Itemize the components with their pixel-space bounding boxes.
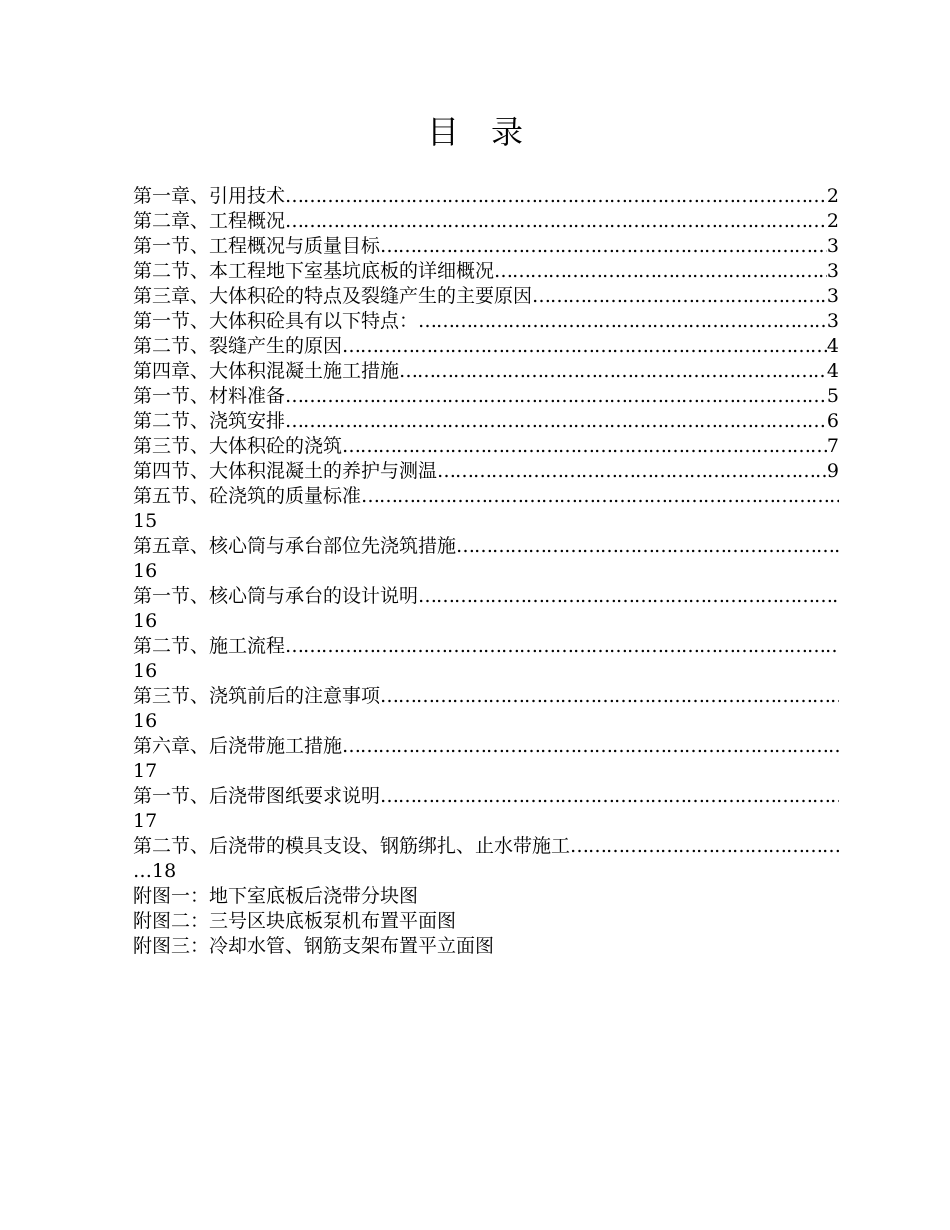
- appendix-item[interactable]: 附图二：三号区块底板泵机布置平面图: [133, 910, 457, 932]
- toc-entry-line: [133, 834, 839, 859]
- toc-entry[interactable]: [133, 284, 839, 309]
- toc-entry-line: [133, 784, 839, 809]
- appendix-item[interactable]: 附图一：地下室底板后浇带分块图: [133, 885, 419, 907]
- toc-entry-line: [133, 584, 839, 609]
- toc-entry-page: 4: [826, 335, 839, 357]
- toc-entry[interactable]: [133, 259, 839, 284]
- toc-entry[interactable]: [133, 184, 839, 209]
- toc-entry-label: 第一节、材料准备: [133, 385, 286, 407]
- toc-entry-line: [133, 484, 839, 509]
- toc-leader-dots: [532, 284, 827, 309]
- toc-entry-label: 第一节、大体积砼具有以下特点：: [133, 310, 419, 332]
- toc-entry-line: [133, 534, 839, 559]
- toc-entry-label: 第二章、工程概况: [133, 210, 286, 232]
- toc-entry-page: 9: [826, 460, 839, 482]
- title-char-2: 录: [491, 113, 524, 151]
- toc-entry[interactable]: [133, 634, 839, 684]
- toc-leader-dots: [285, 209, 827, 234]
- toc-entry[interactable]: [133, 234, 839, 259]
- toc-entry-line: [133, 684, 839, 709]
- toc-entry-label: 第一节、后浇带图纸要求说明: [133, 785, 381, 807]
- toc-entry-page: 2: [826, 185, 839, 207]
- toc-entry-label: 第四节、大体积混凝土的养护与测温: [133, 460, 438, 482]
- toc-entry-label: 第二节、后浇带的模具支设、钢筋绑扎、止水带施工: [133, 835, 571, 857]
- toc-leader-dots: [494, 259, 827, 284]
- toc-entry-page: 3: [826, 235, 839, 257]
- toc-leader-dots: [342, 734, 839, 759]
- toc-entry-label: 第二节、本工程地下室基坑底板的详细概况: [133, 260, 495, 282]
- toc-entry-label: 第三章、大体积砼的特点及裂缝产生的主要原因: [133, 285, 533, 307]
- toc-leader-dots: [285, 184, 827, 209]
- toc-entry-page: 17: [133, 810, 158, 832]
- toc-entry[interactable]: [133, 434, 839, 459]
- toc-entry[interactable]: [133, 309, 839, 334]
- toc-entry-label: 第五节、砼浇筑的质量标准: [133, 485, 362, 507]
- toc-leader-dots: [380, 684, 839, 709]
- toc-leader-dots: [361, 484, 839, 509]
- toc-entry-page: 3: [826, 310, 839, 332]
- toc-entry[interactable]: [133, 834, 839, 884]
- toc-entry-page: 4: [826, 360, 839, 382]
- toc-leader-dots: [418, 309, 827, 334]
- toc-entry[interactable]: [133, 584, 839, 634]
- toc-entry[interactable]: [133, 334, 839, 359]
- toc-entry-line: [133, 634, 839, 659]
- toc-entry[interactable]: [133, 684, 839, 734]
- toc-entry[interactable]: [133, 734, 839, 784]
- toc-entry-page: 6: [826, 410, 839, 432]
- toc-entry-label: 第一节、工程概况与质量目标: [133, 235, 381, 257]
- toc-entry-page: 16: [133, 660, 158, 682]
- toc-entry-page: 7: [826, 435, 839, 457]
- toc-entry[interactable]: [133, 784, 839, 834]
- title-char-1: 目: [426, 113, 459, 151]
- toc-entry[interactable]: [133, 459, 839, 484]
- page-title: [0, 110, 950, 154]
- toc-entry-page: 16: [133, 610, 158, 632]
- toc-leader-dots: [285, 409, 827, 434]
- toc-entry-label: 第二节、裂缝产生的原因: [133, 335, 343, 357]
- toc-entry-page: 16: [133, 560, 158, 582]
- toc-entry[interactable]: [133, 359, 839, 384]
- toc-leader-dots: [342, 334, 827, 359]
- toc-entry-label: 第二节、施工流程: [133, 635, 286, 657]
- toc-entry[interactable]: [133, 384, 839, 409]
- toc-leader-dots: [342, 434, 827, 459]
- table-of-contents: [133, 184, 839, 959]
- toc-entry-label: 第二节、浇筑安排: [133, 410, 286, 432]
- appendix-item[interactable]: 附图三：冷却水管、钢筋支架布置平立面图: [133, 935, 495, 957]
- toc-entry-line: [133, 734, 839, 759]
- toc-leader-dots: [399, 359, 827, 384]
- toc-entry-label: 第一章、引用技术: [133, 185, 286, 207]
- toc-leader-dots: [418, 584, 839, 609]
- toc-entry[interactable]: [133, 409, 839, 434]
- toc-entry-label: 第四章、大体积混凝土施工措施: [133, 360, 400, 382]
- toc-entry[interactable]: [133, 534, 839, 584]
- toc-leader-dots: [380, 234, 827, 259]
- toc-leader-dots: [570, 834, 839, 859]
- toc-entry-page: 17: [133, 760, 158, 782]
- toc-leader-dots: [437, 459, 827, 484]
- toc-entry-page: 5: [826, 385, 839, 407]
- toc-entry-label: 第三节、浇筑前后的注意事项: [133, 685, 381, 707]
- toc-entry-page: 16: [133, 710, 158, 732]
- toc-entry-page: …18: [133, 860, 177, 882]
- toc-entry-label: 第六章、后浇带施工措施: [133, 735, 343, 757]
- toc-entry[interactable]: [133, 209, 839, 234]
- toc-entry-page: 2: [826, 210, 839, 232]
- toc-leader-dots: [380, 784, 839, 809]
- toc-entry[interactable]: [133, 484, 839, 534]
- toc-leader-dots: [285, 384, 827, 409]
- toc-entry-page: 3: [826, 260, 839, 282]
- toc-entry-label: 第三节、大体积砼的浇筑: [133, 435, 343, 457]
- toc-entry-page: 15: [133, 510, 158, 532]
- toc-entry-label: 第一节、核心筒与承台的设计说明: [133, 585, 419, 607]
- toc-entry-label: 第五章、核心筒与承台部位先浇筑措施: [133, 535, 457, 557]
- toc-entry-page: 3: [826, 285, 839, 307]
- toc-leader-dots: [456, 534, 839, 559]
- toc-leader-dots: [285, 634, 839, 659]
